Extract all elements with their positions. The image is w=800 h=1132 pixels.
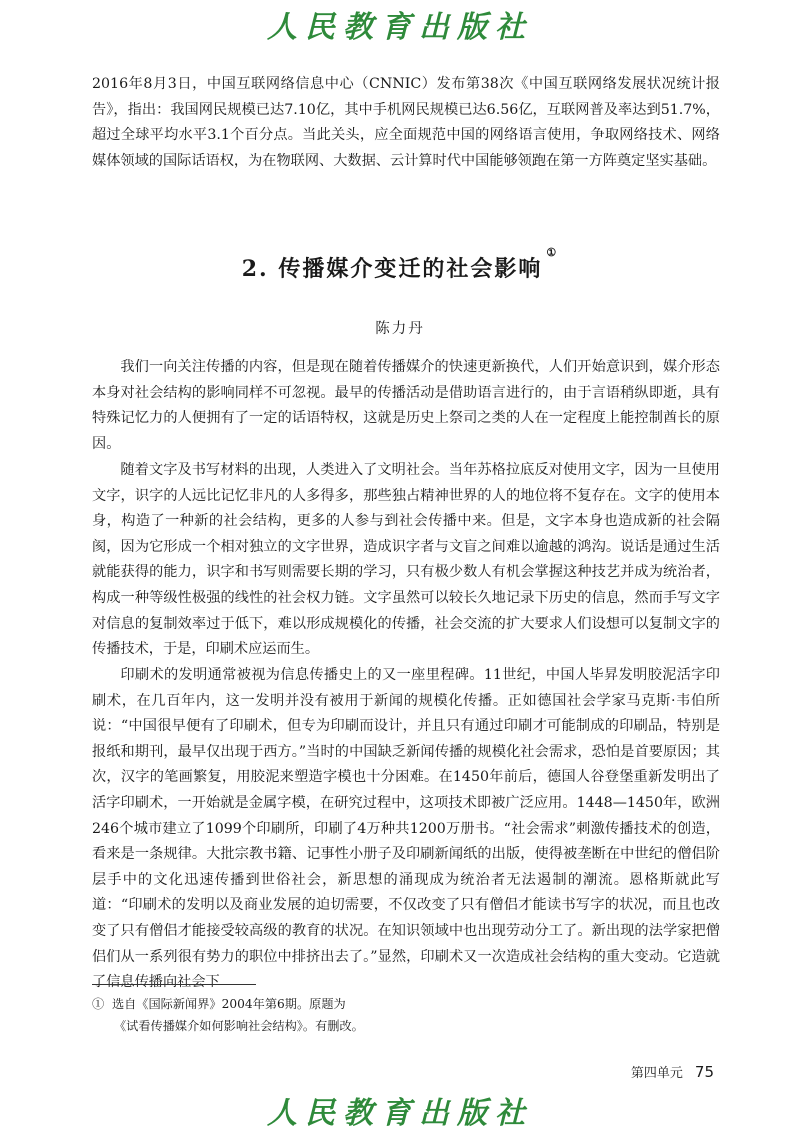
unit-label: 第四单元	[630, 1066, 683, 1081]
publisher-logo-top: 人民教育出版社	[267, 10, 533, 45]
article-author: 陈力丹	[375, 321, 425, 337]
footnote-line-1	[92, 993, 720, 1015]
intro-paragraph: 2016年8月3日，中国互联网络信息中心（CNNIC）发布第38次《中国互联网络发展状况统计报告》，指出：我国网民规模已达7.10亿，其中手机网民规模已达6.56亿，互联网普及率达到51.7%，超过全球平均水平3.1个百分点。当此关头，应全面规范中国的网络语言使用，争取网络技术、网络媒体领域的国际话语权，为在物联网、大数据、云计算时代中国能够领跑在第一方阵奠定坚实基础。	[92, 76, 720, 169]
page-footer	[631, 1062, 714, 1081]
title-footnote-marker: ①	[546, 246, 559, 259]
page-number: 75	[694, 1063, 714, 1081]
footnote-divider	[92, 984, 256, 985]
publisher-logo-bottom: 人民教育出版社	[267, 1096, 533, 1131]
body-paragraph-1: 我们一向关注传播的内容，但是现在随着传播媒介的快速更新换代，人们开始意识到，媒介形态本身对社会结构的影响同样不可忽视。最早的传播活动是借助语言进行的，由于言语稍纵即逝，具有特殊记忆力的人便拥有了一定的话语特权，这就是历史上祭司之类的人在一定程度上能控制酋长的原因。	[92, 359, 720, 452]
footnote-marker: ①	[92, 997, 105, 1011]
footnote-text-1: 选自《国际新闻界》2004年第6期。原题为	[111, 997, 346, 1011]
body-paragraph-3: 印刷术的发明通常被视为信息传播史上的又一座里程碑。11世纪，中国人毕昇发明胶泥活字印刷术，在几百年内，这一发明并没有被用于新闻的规模化传播。正如德国社会学家马克斯·韦伯所说：“中国很早便有了印刷术，但专为印刷而设计，并且只有通过印刷才可能制成的印刷品，特别是报纸和期刊，最早仅出现于西方。”当时的中国缺乏新闻传播的规模化社会需求，恐怕是首要原因；其次，汉字的笔画繁复，用胶泥来塑造字模也十分困难。在1450年前后，德国人谷登堡重新发明出了活字印刷术，一开始就是金属字模，在研究过程中，这项技术即被广泛应用。1448—1450年，欧洲246个城市建立了1099个印刷所，印刷了4万种共1200万册书。“社会需求”刺激传播技术的创造，看来是一条规律。大批宗教书籍、记事性小册子及印刷新闻纸的出版，使得被垄断在中世纪的僧侣阶层手中的文化迅速传播到世俗社会，新思想的涌现成为统治者无法遏制的潮流。恩格斯就此写道：“印刷术的发明以及商业发展的迫切需要，不仅改变了只有僧侣才能读书写字的状况，而且也改变了只有僧侣才能接受较高级的教育的状况。在知识领域中也出现劳动分工了。新出现的法学家把僧侣们从一系列很有势力的职位中排挤出去了。”显然，印刷术又一次造成社会结构的重大变动。它造就了信息传播向社会下	[92, 667, 720, 991]
footnote	[92, 993, 720, 1037]
body-paragraph-2: 随着文字及书写材料的出现，人类进入了文明社会。当年苏格拉底反对使用文字，因为一旦使用文字，识字的人远比记忆非凡的人多得多，那些独占精神世界的人的地位将不复存在。文字的使用本身，构造了一种新的社会结构，更多的人参与到社会传播中来。但是，文字本身也造成新的社会隔阂，因为它形成一个相对独立的文字世界，造成识字者与文盲之间难以逾越的鸿沟。说话是通过生活就能获得的能力，识字和书写则需要长期的学习，只有极少数人有机会掌握这种技艺并成为统治者，构成一种等级性极强的线性的社会权力链。文字虽然可以较长久地记录下历史的信息，然而手写文字对信息的复制效率过于低下，难以形成规模化的传播，社会交流的扩大要求人们设想可以复制文字的传播技术，于是，印刷术应运而生。	[92, 462, 720, 658]
article-title	[0, 246, 800, 283]
article-title-text: 2. 传播媒介变迁的社会影响	[241, 256, 543, 282]
footnote-line-2: 《试看传播媒介如何影响社会结构》。有删改。	[114, 1019, 364, 1033]
